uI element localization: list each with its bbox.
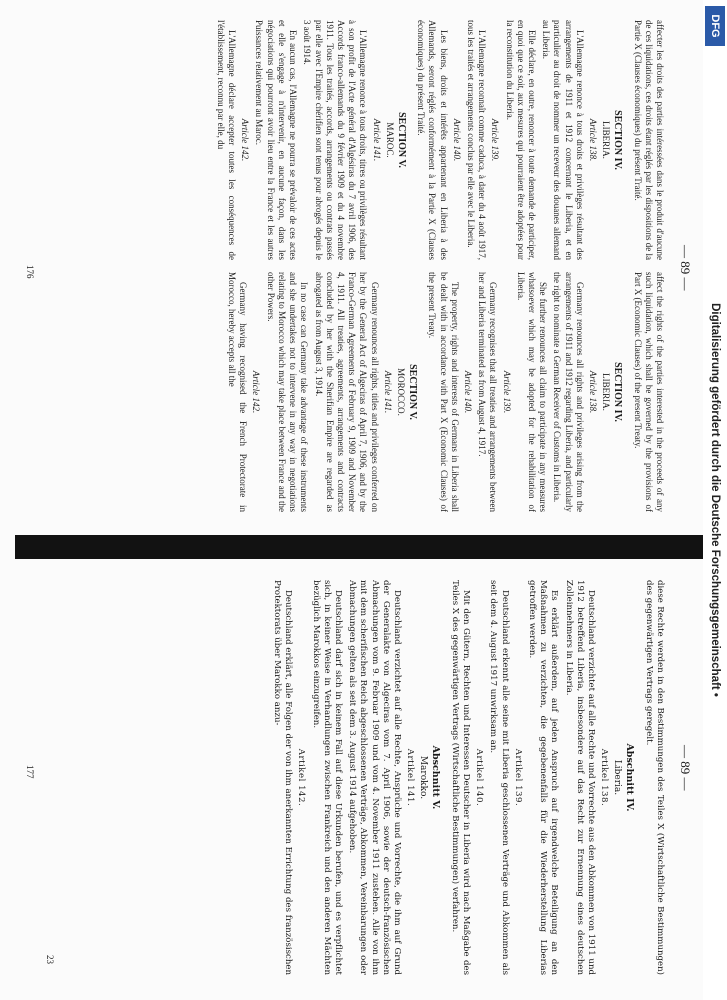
article-paragraph: Les biens, droits et intérêts appartenant en Liberia à des Allemands, seront réglés conformément à la Partie X (Clauses économiques) du présent Traité. bbox=[416, 20, 449, 260]
english-intro: affect the rights of the parties interested in the proceeds of any such liquidation, which shall be governed by the provisions of Part X (Economic Clauses) of the present Treaty. bbox=[632, 272, 665, 512]
dfg-banner-text bbox=[703, 0, 727, 1000]
article-paragraph: She further renounces all claim to participate in any measures whatsoever which may be adopted for the rehabilitation of Liberia. bbox=[515, 272, 549, 512]
article-heading: Article 140. bbox=[462, 370, 473, 414]
book-gutter bbox=[15, 535, 705, 559]
article-paragraph: Elle déclare, en outre, renoncer à toute demande de participer, en quoi que ce soit, aux mesures qui pourraient être adoptées pour la reconstitution du Liberia. bbox=[504, 20, 537, 260]
article-paragraph: Deutschland verzichtet auf alle Rechte und Vorrechte aus den Abkommen von 1911 und 1912 betreffend Liberia, insbesondere auf das Recht zur Ernennung eines deutschen Zolleinnehmers in Liberia. bbox=[563, 580, 596, 975]
section-subheading: Liberia. bbox=[612, 759, 623, 796]
dfg-logo-label: DFG bbox=[709, 14, 721, 38]
section-heading: Abschnitt V. bbox=[429, 745, 441, 810]
french-intro: affecter les droits des parties intéressées dans le produit d'aucune de ces liquidations, ces droits étant réglés par les dispositions de la Partie X (Clauses économiques) du présent Traité. bbox=[632, 20, 665, 260]
article-paragraph: Germany recognises that all treaties and arrangements between her and Liberia terminated as from August 4, 1917. bbox=[477, 272, 499, 512]
article-paragraph: En aucun cas, l'Allemagne ne pourra se prévaloir de ces actes et elle s'engage à n'intervenir, en aucune façon, dans les négociations qui pourront avoir lieu entre la France et les autres Puissances relativement au Maroc. bbox=[254, 20, 299, 260]
signature-mark: 176 bbox=[25, 265, 35, 279]
article-heading: Artikel 140. bbox=[474, 748, 485, 807]
article-heading: Article 138. bbox=[587, 118, 598, 162]
right-page bbox=[15, 560, 705, 1000]
section-subheading: MOROCCO. bbox=[395, 368, 406, 416]
article-paragraph: Deutschland verzichtet auf alle Rechte, Ansprüche und Vorrechte, die ihm auf Grund der Generalakte von Algeciras vom 7. April 1906, sowie der deutsch-französischen Abmachungen vom 9. Februar 1909 und vom 4. November 1911 zustehen. Alle von ihm mit dem scherifischen Reich abgeschlossenen Verträge, Abkommen, Vereinbarungen oder Abmachungen gelten als seit dem 3. August 1914 aufgehoben. bbox=[347, 580, 402, 975]
left-page bbox=[15, 0, 705, 540]
article-heading: Article 139. bbox=[490, 118, 501, 162]
article-paragraph: L'Allemagne renonce à tous droits et privilèges résultant des arrangements de 1911 et 1912 concernant le Liberia, et en particulier au droit de nommer un receveur des douanes allemand au Liberia. bbox=[541, 20, 585, 260]
article-heading: Artikel 141. bbox=[405, 748, 416, 807]
dfg-logo-icon bbox=[705, 6, 725, 46]
article-paragraph: Es erklärt außerdem, auf jeden Anspruch auf irgendwelche Beteiligung an den Maßnahmen zu verzichten, die gegebenenfalls für die Wiederherstellung Liberias getroffen werden. bbox=[526, 580, 560, 975]
article-paragraph: Deutschland erklärt, alle Folgen der von ihm anerkannten Errichtung des französischen Protektorats über Marokko anzu- bbox=[271, 580, 294, 975]
section-subheading: LIBERIA. bbox=[601, 121, 612, 159]
article-paragraph: L'Allemagne déclare accepter toutes les conséquences de l'établissement, reconnu par elle, du bbox=[215, 20, 238, 260]
article-heading: Article 138. bbox=[587, 370, 598, 414]
article-paragraph: Deutschland erkennt alle seine mit Liberia geschlossenen Verträge und Abkommen als seit dem 4. August 1917 unwirksam an. bbox=[488, 580, 510, 975]
signature-mark: 23 bbox=[45, 955, 55, 964]
article-paragraph: L'Allemagne renonce à tous droits, titres ou privilèges résultant à son profit de l'Acte général d'Algésiras du 7 avril 1906, des Accords franco-allemands du 9 février 1909 et du 4 novembre 1911. Tous les traités, accords, arrangements ou contrats passés par elle avec l'Empire chérifien sont tenus pour abrogés depuis le 3 août 1914. bbox=[302, 20, 369, 260]
treaty-spread bbox=[15, 0, 705, 1000]
section-subheading: LIBERIA. bbox=[601, 373, 612, 411]
section-heading: SECTION IV. bbox=[612, 362, 624, 422]
article-heading: Article 139. bbox=[501, 370, 512, 414]
article-paragraph: Germany having recognised the French Protectorate in Morocco, hereby accepts all the bbox=[227, 272, 249, 512]
article-heading: Article 141. bbox=[382, 370, 393, 414]
article-heading: Article 142. bbox=[251, 370, 262, 414]
section-heading: SECTION V. bbox=[407, 364, 419, 420]
german-column bbox=[268, 580, 665, 975]
english-column bbox=[223, 272, 665, 512]
article-heading: Article 142. bbox=[240, 118, 251, 162]
section-heading: Abschnitt IV. bbox=[623, 743, 635, 812]
article-heading: Article 140. bbox=[451, 118, 462, 162]
french-column bbox=[212, 20, 665, 260]
section-heading: SECTION IV. bbox=[612, 110, 624, 170]
article-paragraph: Germany renounces all rights, titles and privileges conferred on her by the General Act of Algeciras of April 7, 1906, and by the Franco-German Agreements of February 9, 1909 and November 4, 1911. All treaties, agreements, arrangements and contracts concluded by her with the Sherifian Empire are regarded as abrogated as from August 3, 1914. bbox=[313, 272, 380, 512]
article-paragraph: L'Allemagne reconnaît comme caduca, à dater du 4 août 1917, tous les traités et arrangements conclus par elle avec le Liberia. bbox=[465, 20, 488, 260]
section-subheading: MAROC. bbox=[384, 122, 395, 158]
german-intro: diese Rechte werden in den Bestimmungen des Teiles X (Wirtschaftliche Bestimmungen) des gegenwärtigen Vertrags geregelt. bbox=[643, 580, 665, 975]
article-paragraph: Mit den Gütern, Rechten und Interessen Deutscher in Liberia wird nach Maßgabe des Teiles X des gegenwärtigen Vertrags (Wirtschaftliche Bestimmungen) verfahren. bbox=[449, 580, 471, 975]
article-heading: Artikel 139. bbox=[512, 748, 523, 807]
article-heading: Artikel 142. bbox=[296, 748, 307, 807]
article-paragraph: Germany renounces all rights and privileges arising from the arrangements of 1911 and 1912 regarding Liberia, and particularly the right to nominate a German Receiver of Customs in Liberia. bbox=[552, 272, 585, 512]
article-paragraph: The property, rights and interests of Germans in Liberia shall be dealt with in accordance with Part X (Economic Clauses) of the present Treaty. bbox=[427, 272, 460, 512]
section-subheading: Marokko. bbox=[418, 755, 429, 800]
article-paragraph: In no case can Germany take advantage of these instruments and she undertakes not to intervene in any way in negotiations relating to Morocco which may take place between France and the other Powers. bbox=[265, 272, 310, 512]
article-paragraph: Deutschland darf sich in keinem Fall auf diese Urkunden berufen, und es verpflichtet sich, in keiner Weise in Verhandlungen zwischen Frankreich und den anderen Mächten bezüglich Marokkos einzugreifen. bbox=[310, 580, 343, 975]
page-number: — 89 — bbox=[678, 745, 693, 791]
article-heading: Artikel 138. bbox=[599, 748, 610, 807]
section-heading: SECTION V. bbox=[395, 112, 407, 168]
article-heading: Article 141. bbox=[371, 118, 382, 162]
signature-mark: 177 bbox=[25, 765, 35, 779]
page-number: — 89 — bbox=[678, 245, 693, 291]
funding-credit: Digitalisierung gefördert durch die Deutsche Forschungsgemeinschaft • bbox=[709, 303, 721, 697]
